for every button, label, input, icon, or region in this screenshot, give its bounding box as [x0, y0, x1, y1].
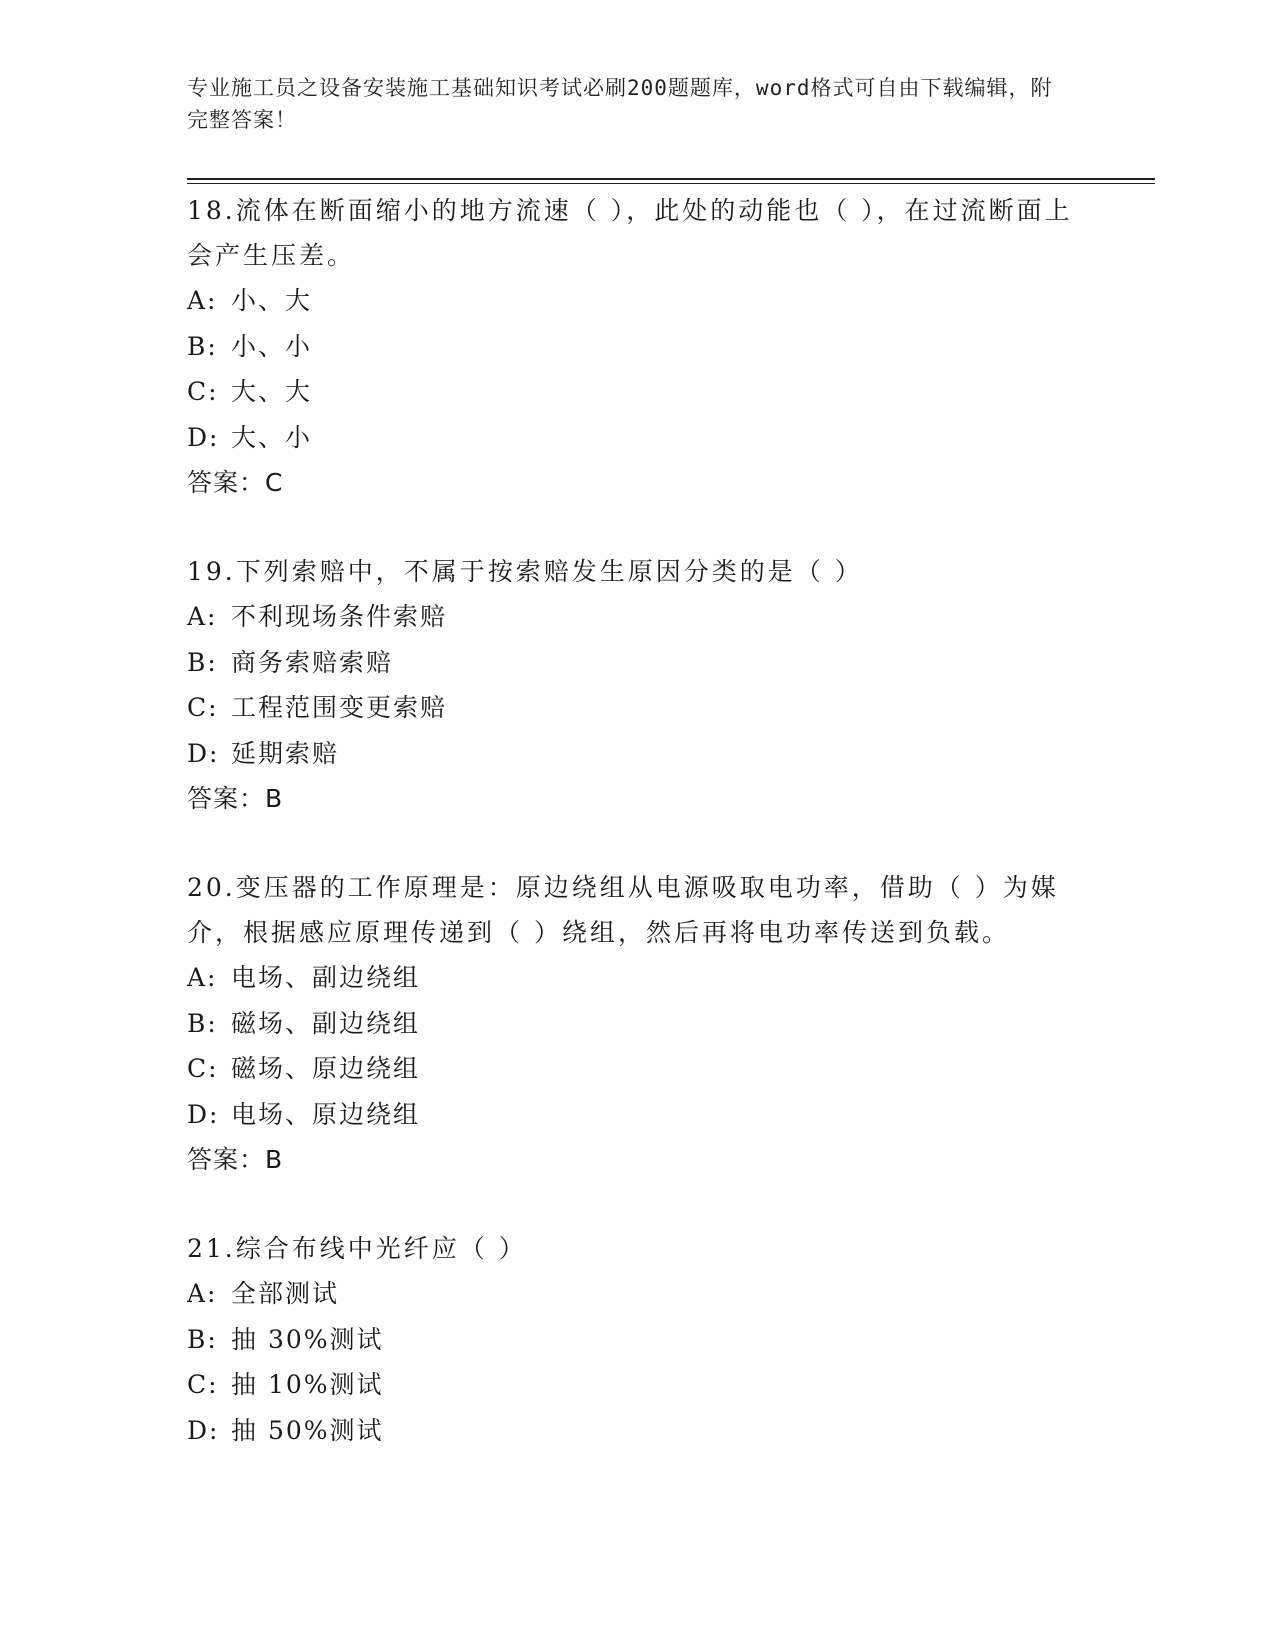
option-key: C:	[187, 1370, 219, 1399]
question-stem: 20.变压器的工作原理是：原边绕组从电源吸取电功率，借助（ ）为媒介，根据感应原理传递到（ ）绕组，然后再将电功率传送到负载。	[187, 873, 1059, 947]
question-list	[187, 188, 1087, 1497]
option-key: A:	[187, 286, 218, 315]
question-stem: 21.综合布线中光纤应（ ）	[187, 1234, 527, 1263]
option-text: 全部测试	[231, 1279, 340, 1308]
option-b	[187, 1317, 1087, 1363]
option-key: A:	[187, 963, 218, 992]
option-c	[187, 369, 1087, 415]
question-18	[187, 188, 1087, 505]
option-b	[187, 1001, 1087, 1047]
header-divider-thick	[187, 178, 1155, 180]
answer-line: 答案：B	[187, 784, 284, 813]
option-text: 小、大	[231, 286, 313, 315]
answer-line: 答案：C	[187, 468, 284, 497]
option-key: C:	[187, 377, 219, 406]
option-a	[187, 278, 1087, 324]
option-key: B:	[187, 1324, 218, 1354]
question-19	[187, 549, 1087, 821]
option-key: B:	[187, 331, 218, 361]
option-c	[187, 1046, 1087, 1092]
option-key: D:	[187, 738, 220, 768]
answer-line: 答案：B	[187, 1145, 284, 1174]
option-text: 磁场、原边绕组	[231, 1054, 421, 1083]
option-c	[187, 1362, 1087, 1408]
question-stem: 18.流体在断面缩小的地方流速（ ），此处的动能也（ ），在过流断面上会产生压差。	[187, 196, 1073, 270]
option-b	[187, 324, 1087, 370]
option-text: 电场、副边绕组	[231, 963, 421, 992]
header-divider-thin	[187, 183, 1155, 184]
option-text: 延期索赔	[231, 738, 340, 768]
option-key: A:	[187, 602, 218, 631]
option-key: D:	[187, 1099, 220, 1129]
option-text: 工程范围变更索赔	[231, 693, 448, 722]
option-text: 不利现场条件索赔	[231, 602, 448, 631]
option-key: A:	[187, 1279, 218, 1308]
option-d	[187, 731, 1087, 777]
option-text: 抽 10%测试	[231, 1370, 384, 1399]
option-text: 磁场、副边绕组	[231, 1008, 421, 1038]
option-text: 抽 50%测试	[231, 1415, 384, 1445]
option-text: 小、小	[231, 331, 313, 361]
question-20	[187, 865, 1087, 1182]
option-d	[187, 1408, 1087, 1454]
option-d	[187, 1092, 1087, 1138]
option-d	[187, 415, 1087, 461]
question-stem: 19.下列索赔中，不属于按索赔发生原因分类的是（ ）	[187, 557, 863, 586]
option-key: C:	[187, 693, 219, 722]
option-text: 电场、原边绕组	[231, 1099, 421, 1129]
option-key: B:	[187, 647, 218, 677]
option-text: 抽 30%测试	[231, 1324, 384, 1354]
option-key: D:	[187, 1415, 220, 1445]
option-text: 大、大	[231, 377, 313, 406]
question-21	[187, 1226, 1087, 1453]
option-key: D:	[187, 422, 220, 452]
document-header: 专业施工员之设备安装施工基础知识考试必刷200题题库，word格式可自由下载编辑，附完整答案！	[187, 76, 1053, 132]
option-a	[187, 594, 1087, 640]
option-a	[187, 955, 1087, 1001]
option-c	[187, 685, 1087, 731]
option-key: C:	[187, 1054, 219, 1083]
option-b	[187, 640, 1087, 686]
option-text: 大、小	[231, 422, 313, 452]
option-a	[187, 1271, 1087, 1317]
option-key: B:	[187, 1008, 218, 1038]
option-text: 商务索赔索赔	[231, 647, 394, 677]
